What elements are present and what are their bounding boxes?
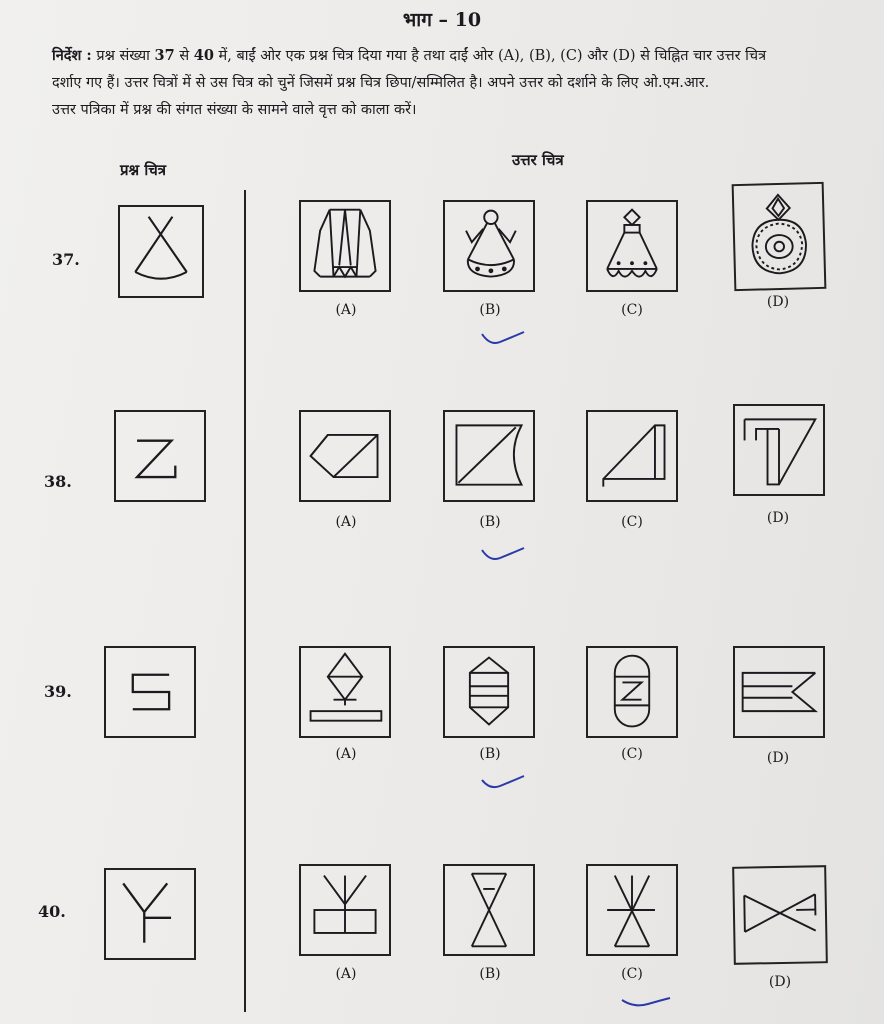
option-label-c: (C) xyxy=(621,966,643,982)
option-label-c: (C) xyxy=(621,302,643,318)
question-number-38: 38. xyxy=(44,472,72,491)
option-39-b[interactable] xyxy=(443,646,535,738)
option-38-a[interactable] xyxy=(299,410,391,502)
option-label-d: (D) xyxy=(766,510,790,526)
option-label-d: (D) xyxy=(766,294,790,310)
option-38-b[interactable] xyxy=(443,410,535,502)
question-figure-40 xyxy=(104,868,196,960)
answer-tick-mark xyxy=(478,544,528,564)
option-39-c[interactable] xyxy=(586,646,678,738)
option-40-b[interactable] xyxy=(443,864,535,956)
answer-tick-mark xyxy=(618,992,674,1012)
question-number-39: 39. xyxy=(44,682,72,701)
question-number-40: 40. xyxy=(38,902,66,921)
option-40-c[interactable] xyxy=(586,864,678,956)
option-37-b[interactable] xyxy=(443,200,535,292)
instructions-label: निर्देश : xyxy=(52,47,92,64)
question-number-37: 37. xyxy=(52,250,80,269)
option-label-a: (A) xyxy=(335,966,357,982)
section-heading: भाग – 10 xyxy=(402,9,482,31)
option-label-a: (A) xyxy=(335,514,357,530)
question-from: 37 xyxy=(154,47,175,64)
instructions-text: में, बाईं ओर एक प्रश्न चित्र दिया गया है तथा दाईं ओर (A), (B), (C) और (D) से चिह्नित चार उत्तर चित्र xyxy=(213,48,767,64)
option-label-a: (A) xyxy=(335,302,357,318)
option-label-d: (D) xyxy=(766,750,790,766)
column-divider xyxy=(244,190,246,1012)
question-figure-39 xyxy=(104,646,196,738)
question-figure-38 xyxy=(114,410,206,502)
instructions-line-3: उत्तर पत्रिका में प्रश्न की संगत संख्या के सामने वाले वृत्त को काला करें। xyxy=(52,102,417,118)
question-to: 40 xyxy=(193,47,214,64)
answer-tick-mark xyxy=(478,772,528,792)
option-label-c: (C) xyxy=(621,514,643,530)
option-37-d[interactable] xyxy=(732,182,827,291)
option-label-d: (D) xyxy=(768,974,792,990)
instructions-line-2: दर्शाए गए हैं। उत्तर चित्रों में से उस चित्र को चुनें जिसमें प्रश्न चित्र छिपा/सम्मिलित है। अपने उत्तर को दर्शाने के लिए ओ.एम.आर. xyxy=(52,75,710,91)
question-figure-header: प्रश्न चित्र xyxy=(120,161,167,179)
answer-figure-header: उत्तर चित्र xyxy=(512,151,564,169)
option-label-b: (B) xyxy=(479,746,501,762)
option-39-d[interactable] xyxy=(733,646,825,738)
option-38-d[interactable] xyxy=(733,404,825,496)
option-39-a[interactable] xyxy=(299,646,391,738)
option-40-a[interactable] xyxy=(299,864,391,956)
option-label-b: (B) xyxy=(479,514,501,530)
option-label-a: (A) xyxy=(335,746,357,762)
option-38-c[interactable] xyxy=(586,410,678,502)
instructions-text: से xyxy=(174,48,194,64)
answer-tick-mark xyxy=(478,328,528,348)
option-37-c[interactable] xyxy=(586,200,678,292)
option-label-b: (B) xyxy=(479,966,501,982)
question-figure-37 xyxy=(118,205,204,298)
option-37-a[interactable] xyxy=(299,200,391,292)
option-40-d[interactable] xyxy=(732,865,828,965)
instructions-text: प्रश्न संख्या xyxy=(91,48,155,64)
option-label-b: (B) xyxy=(479,302,501,318)
option-label-c: (C) xyxy=(621,746,643,762)
instructions xyxy=(52,42,872,124)
